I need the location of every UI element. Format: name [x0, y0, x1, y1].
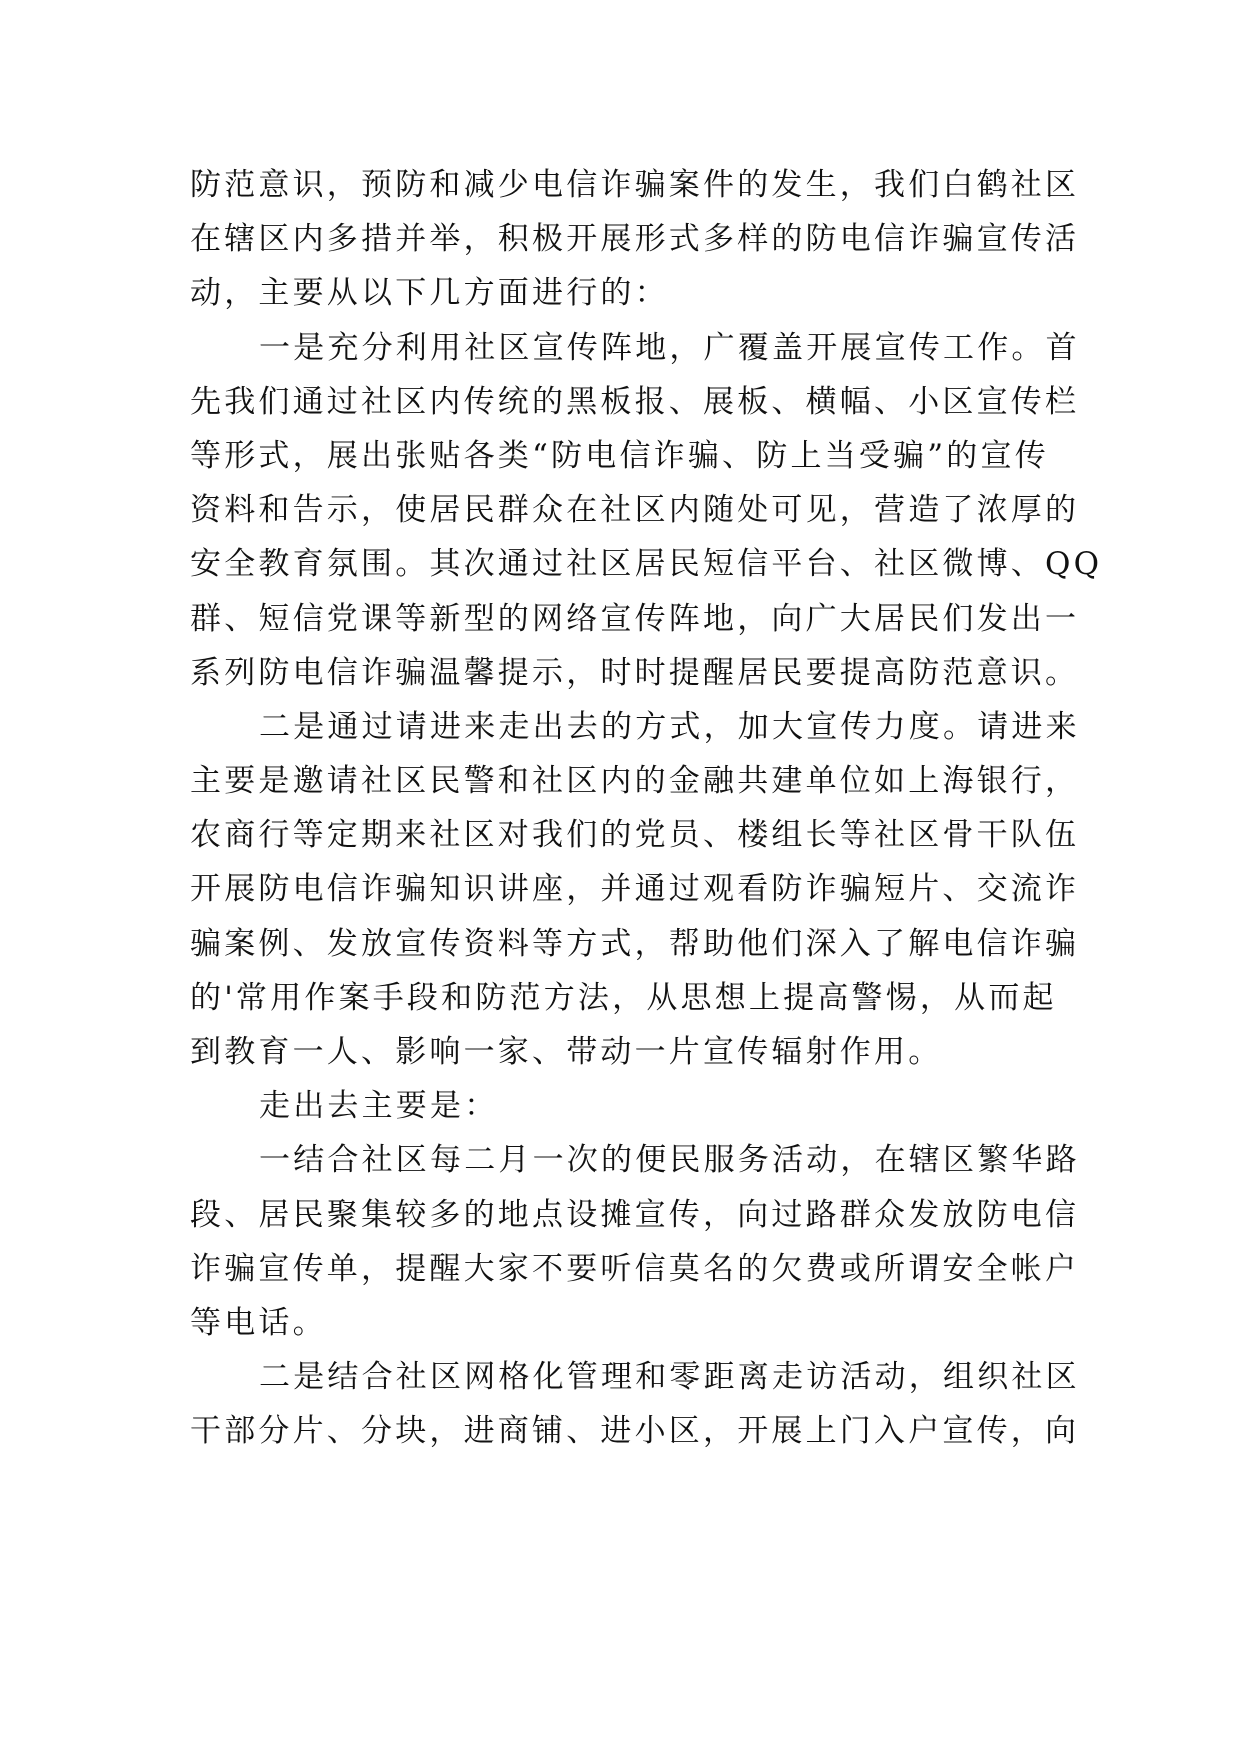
text-line-10: 系列防电信诈骗温馨提示，时时提醒居民要提高防范意识。 [190, 654, 1080, 691]
text-line-17: 到教育一人、影响一家、带动一片宣传辐射作用。 [190, 1034, 943, 1070]
text-line-23: 二是结合社区网格化管理和零距离走访活动，组织社区 [259, 1359, 1080, 1396]
text-line-9: 群、短信党课等新型的网络宣传阵地，向广大居民们发出一 [190, 600, 1080, 637]
text-line-24: 干部分片、分块，进商铺、进小区，开展上门入户宣传，向 [190, 1413, 1080, 1450]
text-line-21: 诈骗宣传单，提醒大家不要听信莫名的欠费或所谓安全帐户 [190, 1250, 1080, 1287]
text-line-18: 走出去主要是： [259, 1088, 499, 1125]
text-line-2: 在辖区内多措并举，积极开展形式多样的防电信诈骗宣传活 [190, 221, 1080, 258]
text-line-16: 的'常用作案手段和防范方法，从思想上提高警惕，从而起 [190, 979, 1057, 1016]
text-line-3: 动，主要从以下几方面进行的： [190, 275, 669, 312]
text-line-4: 一是充分利用社区宣传阵地，广覆盖开展宣传工作。首 [259, 329, 1080, 366]
text-line-5: 先我们通过社区内传统的黑板报、展板、横幅、小区宣传栏 [190, 383, 1080, 420]
text-line-13: 农商行等定期来社区对我们的党员、楼组长等社区骨干队伍 [190, 817, 1080, 854]
text-line-8: 安全教育氛围。其次通过社区居民短信平台、社区微博、QQ [190, 546, 1103, 583]
text-line-14: 开展防电信诈骗知识讲座，并通过观看防诈骗短片、交流诈 [190, 871, 1080, 908]
text-line-6: 等形式，展出张贴各类“防电信诈骗、防上当受骗”的宣传 [190, 437, 1049, 474]
text-line-1: 防范意识，预防和减少电信诈骗案件的发生，我们白鹤社区 [190, 167, 1080, 203]
body-text [190, 158, 1103, 1459]
text-line-15: 骗案例、发放宣传资料等方式，帮助他们深入了解电信诈骗 [190, 925, 1080, 962]
text-line-22: 等电话。 [190, 1304, 327, 1341]
text-line-7: 资料和告示，使居民群众在社区内随处可见，营造了浓厚的 [190, 492, 1080, 529]
text-line-12: 主要是邀请社区民警和社区内的金融共建单位如上海银行， [190, 763, 1080, 800]
text-line-20: 段、居民聚集较多的地点设摊宣传，向过路群众发放防电信 [190, 1196, 1080, 1233]
text-line-11: 二是通过请进来走出去的方式，加大宣传力度。请进来 [259, 708, 1080, 745]
text-line-19: 一结合社区每二月一次的便民服务活动，在辖区繁华路 [259, 1142, 1080, 1179]
